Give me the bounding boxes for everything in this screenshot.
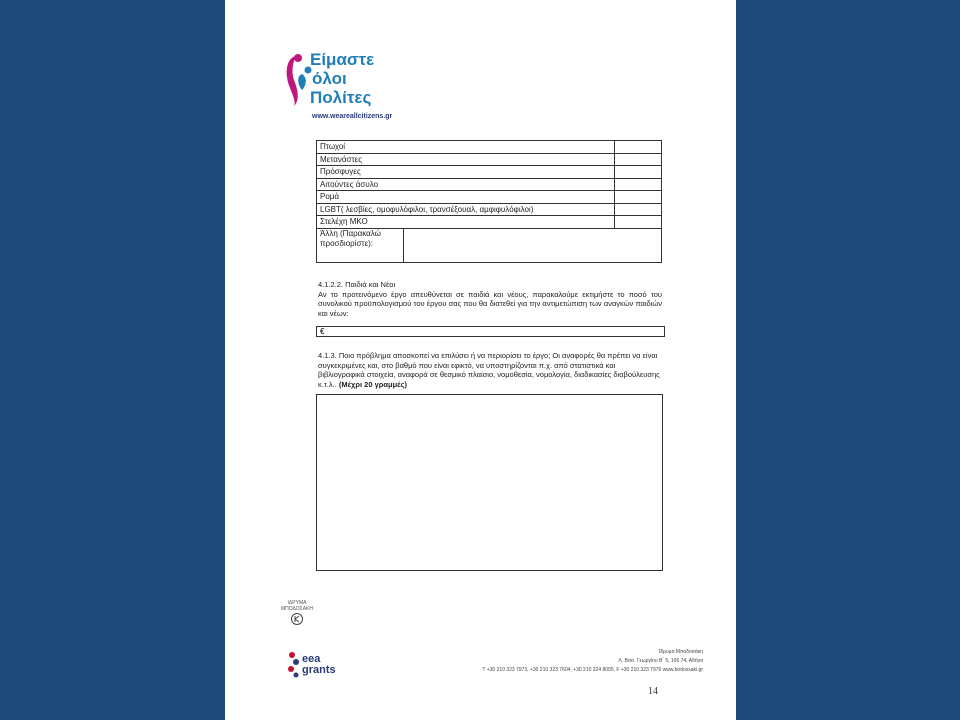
row-value-cell[interactable]: [615, 203, 662, 216]
row-value-cell[interactable]: [615, 166, 662, 179]
section-text: 4.1.3. Ποιο πρόβλημα αποσκοπεί να επιλύσει ή να περιορίσει το έργο; Οι αναφορές θα πρέπει να είναι συγκεκριμένες και, στο βαθμό που είναι εφικτό, να υποστηρίζονται π.χ. από στατιστικά και βιβλιογραφικά στοιχεία, αναφορά σε θεσμικό πλαίσιο, νομοθεσία, νομολογία, διαδικασίες διαβούλευσης κ.τ.λ..: [318, 351, 660, 389]
bodossaki-name: ΙΔΡΥΜΑ ΜΠΟΔΟΣΑΚΗ: [280, 600, 314, 612]
section-children-youth: [318, 280, 662, 318]
target-groups-table: [316, 140, 662, 263]
logo-line-1: Είμαστε: [310, 50, 375, 69]
logo-url: www.weareallcitizens.gr: [312, 113, 393, 120]
other-label: Άλλη (Παρακαλώ προσδιορίστε):: [317, 228, 404, 262]
row-label: LGBT( λεσβίες, ομοφυλόφιλοι, τρανσέξουαλ, αμφιφυλόφιλοι): [317, 203, 615, 216]
table-row: [317, 216, 662, 229]
eea-line-1: eea: [302, 653, 321, 665]
contact-line-2: Λ. Βασ. Γεωργίου Β΄ 5, 106 74, Αθήνα: [618, 658, 703, 664]
table-row: [317, 178, 662, 191]
row-value-cell[interactable]: [615, 216, 662, 229]
other-input-cell[interactable]: [404, 228, 662, 262]
contact-info: [397, 648, 703, 675]
row-value-cell[interactable]: [615, 178, 662, 191]
we-are-all-citizens-logo: [282, 50, 422, 124]
row-label: Ρομά: [317, 191, 615, 204]
row-label: Πτωχοί: [317, 141, 615, 154]
section-heading: 4.1.2.2. Παιδιά και Νέοι: [318, 280, 396, 289]
table-row: [317, 166, 662, 179]
table-row: [317, 153, 662, 166]
row-label: Πρόσφυγες: [317, 166, 615, 179]
row-value-cell[interactable]: [615, 191, 662, 204]
table-row: [317, 203, 662, 216]
document-page: [225, 0, 736, 720]
logo-line-2: όλοι: [312, 69, 347, 88]
row-label: Στελέχη ΜΚΟ: [317, 216, 615, 229]
row-value-cell[interactable]: [615, 153, 662, 166]
page-number: 14: [648, 686, 658, 697]
table-row: [317, 191, 662, 204]
eea-line-2: grants: [302, 664, 336, 676]
line-limit-note: (Μέχρι 20 γραμμές): [338, 379, 407, 389]
contact-line-1: Ίδρυμα Μποδοσάκη: [658, 649, 703, 655]
row-label: Μετανάστες: [317, 153, 615, 166]
eea-grants-wordmark: [302, 654, 336, 676]
row-value-cell[interactable]: [615, 141, 662, 154]
table-row: [317, 141, 662, 154]
bodossaki-emblem-icon: [277, 612, 317, 626]
problem-answer-box[interactable]: [316, 394, 663, 571]
row-label: Αιτούντες άσυλο: [317, 178, 615, 191]
eea-grants-icon: [286, 650, 302, 678]
bodossaki-logo: [277, 600, 337, 631]
section-problem: [318, 351, 662, 389]
contact-line-3: T +30 210 323 7973, +30 210 323 7604, +30 210 324 8005, F +30 210 323 7976 www.bodossaki.gr: [482, 667, 703, 673]
logo-wordmark: [310, 50, 374, 107]
table-row-other: [317, 228, 662, 262]
budget-amount-field[interactable]: €: [316, 326, 665, 337]
logo-line-3: Πολίτες: [310, 88, 372, 107]
section-text: Αν το προτεινόμενο έργο απευθύνεται σε παιδιά και νέους, παρακαλούμε εκτιμήστε το ποσό του συνολικού προϋπολογισμού του έργου σας που θα διατεθεί για την αντιμετώπιση των αναγκών παιδιών και νέων:: [318, 289, 662, 318]
